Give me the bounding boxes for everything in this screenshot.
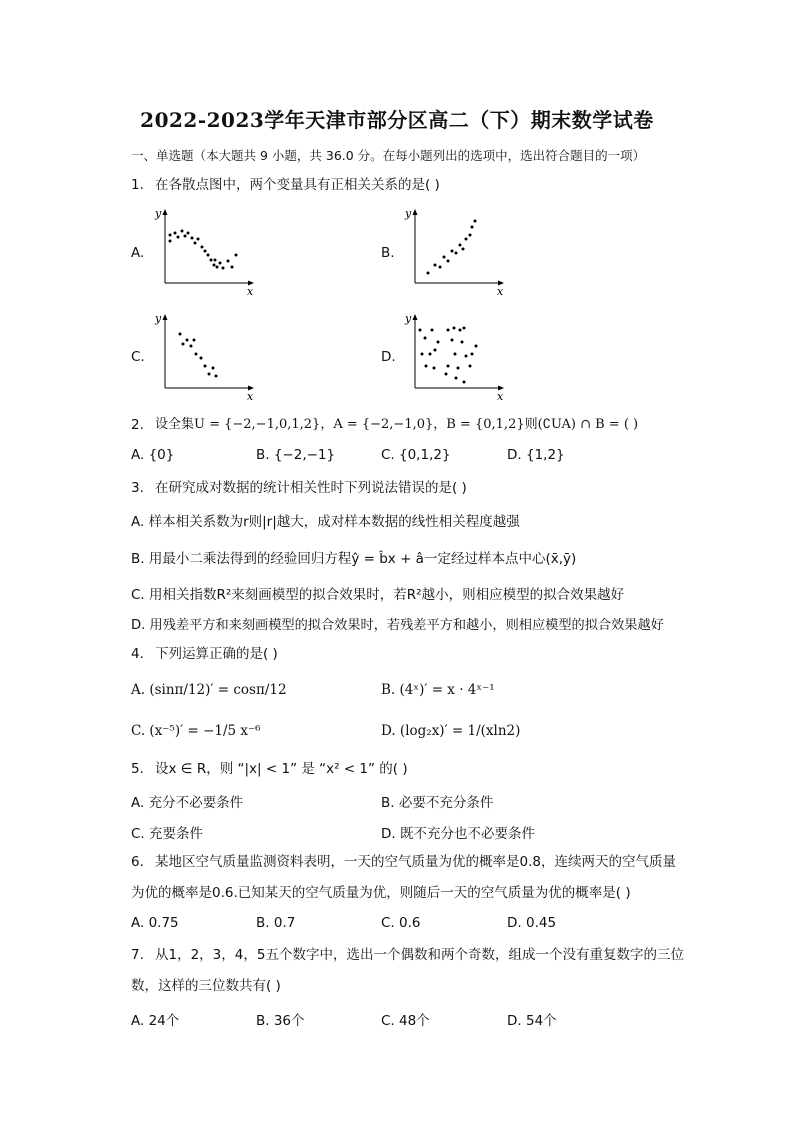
section-header: 一、单选题（本大题共 9 小题，共 36.0 分。在每小题列出的选项中，选出符合题目的一项） <box>131 148 646 163</box>
q4-option-d[interactable]: D. (log₂x)′ = 1/(xln2) <box>381 723 521 739</box>
question-4-number: 4. <box>131 646 144 662</box>
question-3-stem: 在研究成对数据的统计相关性时下列说法错误的是( ) <box>155 480 467 496</box>
scatter-plot-d <box>400 310 510 402</box>
question-2-stem: 设全集U = {−2,−1,0,1,2}，A = {−2,−1,0}，B = {0,1,2}则(∁UA) ∩ B = ( ) <box>155 417 639 432</box>
q1-option-c-label[interactable]: C. <box>131 349 145 365</box>
q6-option-c[interactable]: C. 0.6 <box>381 915 421 931</box>
scatter-plot-a <box>150 205 260 297</box>
q1-option-b-label[interactable]: B. <box>381 245 395 261</box>
question-7-stem-line1: 从1，2，3，4，5五个数字中，选出一个偶数和两个奇数，组成一个没有重复数字的三位 <box>155 947 684 963</box>
q5-option-a[interactable]: A. 充分不必要条件 <box>131 795 244 811</box>
q7-option-b[interactable]: B. 36个 <box>256 1013 305 1029</box>
q2-option-c[interactable]: C. {0,1,2} <box>381 447 451 463</box>
q4-option-c[interactable]: C. (x⁻⁵)′ = −1/5 x⁻⁶ <box>131 723 261 739</box>
q4-option-a[interactable]: A. (sinπ/12)′ = cosπ/12 <box>131 682 287 698</box>
q6-option-a[interactable]: A. 0.75 <box>131 915 179 931</box>
q2-option-b[interactable]: B. {−2,−1} <box>256 447 336 463</box>
scatter-points-b <box>427 220 477 275</box>
y-axis-label: y <box>405 312 412 325</box>
question-1-stem: 在各散点图中，两个变量具有正相关关系的是( ) <box>155 177 440 193</box>
question-7-number: 7. <box>131 947 144 963</box>
x-axis-label: x <box>497 285 504 297</box>
scatter-plot-c <box>150 310 260 402</box>
q1-option-a-label[interactable]: A. <box>131 245 145 261</box>
q5-option-c[interactable]: C. 充要条件 <box>131 826 204 842</box>
q5-option-b[interactable]: B. 必要不充分条件 <box>381 795 494 811</box>
question-6-number: 6. <box>131 854 144 870</box>
question-5-number: 5. <box>131 761 144 777</box>
question-3-number: 3. <box>131 480 144 496</box>
y-axis-label: y <box>405 207 412 220</box>
y-axis-label: y <box>155 312 162 325</box>
question-6-stem-line1: 某地区空气质量监测资料表明，一天的空气质量为优的概率是0.8，连续两天的空气质量 <box>155 854 676 870</box>
q5-option-d[interactable]: D. 既不充分也不必要条件 <box>381 826 535 842</box>
q4-option-b[interactable]: B. (4ˣ)′ = x · 4ˣ⁻¹ <box>381 682 495 698</box>
question-7-stem-line2: 数，这样的三位数共有( ) <box>131 978 281 994</box>
q6-option-b[interactable]: B. 0.7 <box>256 915 296 931</box>
q2-option-d[interactable]: D. {1,2} <box>507 447 565 463</box>
page-title: 2022-2023学年天津市部分区高二（下）期末数学试卷 <box>140 108 654 132</box>
q7-option-d[interactable]: D. 54个 <box>507 1013 557 1029</box>
q3-option-c[interactable]: C. 用相关指数R²来刻画模型的拟合效果时，若R²越小，则相应模型的拟合效果越好 <box>131 587 625 603</box>
question-5-stem: 设x ∈ R，则 “|x| < 1” 是 “x² < 1” 的( ) <box>155 761 408 777</box>
scatter-points-a <box>169 230 238 270</box>
x-axis-label: x <box>497 390 504 402</box>
scatter-plot-b <box>400 205 510 297</box>
q7-option-c[interactable]: C. 48个 <box>381 1013 430 1029</box>
question-4-stem: 下列运算正确的是( ) <box>155 646 278 662</box>
q1-option-d-label[interactable]: D. <box>381 349 396 365</box>
y-axis-label: y <box>155 207 162 220</box>
y-axis-arrow <box>163 209 168 215</box>
scatter-points-d <box>419 327 478 384</box>
q2-option-a[interactable]: A. {0} <box>131 447 175 463</box>
q6-option-d[interactable]: D. 0.45 <box>507 915 557 931</box>
q3-option-d[interactable]: D. 用残差平方和来刻画模型的拟合效果时，若残差平方和越小，则相应模型的拟合效果越好 <box>131 618 664 633</box>
question-2-number: 2. <box>131 417 144 433</box>
q3-option-b[interactable]: B. 用最小二乘法得到的经验回归方程ŷ = b̂x + â一定经过样本点中心(x̄,ȳ) <box>131 551 577 567</box>
scatter-points-c <box>179 333 218 378</box>
q3-option-a[interactable]: A. 样本相关系数为r则|r|越大，成对样本数据的线性相关程度越强 <box>131 514 520 530</box>
x-axis-label: x <box>247 390 254 402</box>
question-6-stem-line2: 为优的概率是0.6.已知某天的空气质量为优，则随后一天的空气质量为优的概率是( ) <box>131 885 631 901</box>
x-axis-label: x <box>247 285 254 297</box>
question-1-number: 1. <box>131 177 144 193</box>
q7-option-a[interactable]: A. 24个 <box>131 1013 180 1029</box>
